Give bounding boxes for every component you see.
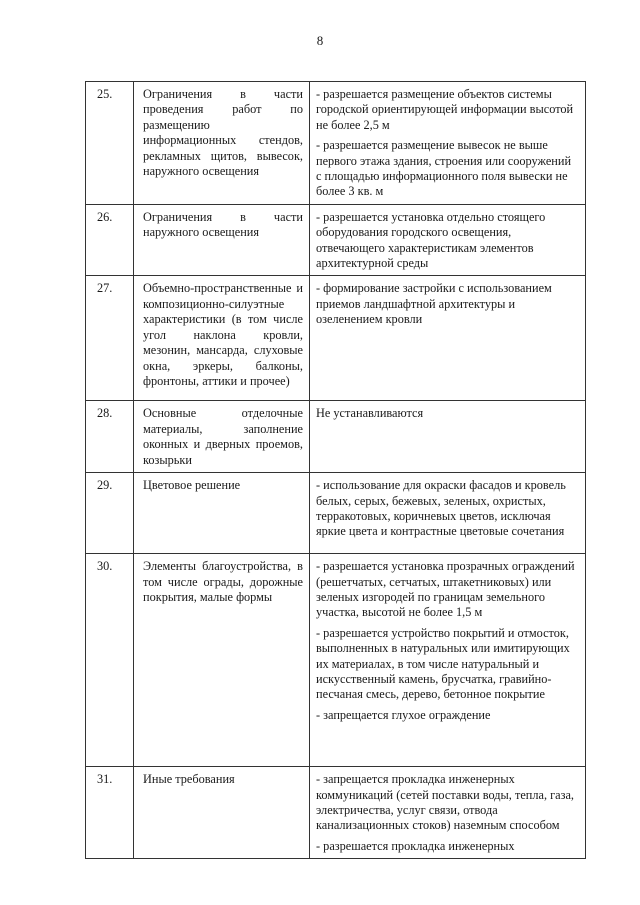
requirement-text: - разрешается устройство покрытий и отмосток, выполненных в натуральных или имитирующих их материалах, в том числе натуральный и искусственный камень, брусчатка, гравийно-песчаная смесь, дерево, бетонное покрытие <box>316 625 570 702</box>
row-parameter: Основные отделочные материалы, заполнение оконных и дверных проемов, козырьки <box>134 401 310 473</box>
row-requirements <box>310 82 586 205</box>
row-number: 27. <box>86 276 134 401</box>
row-requirements <box>310 204 586 276</box>
row-requirements <box>310 767 586 859</box>
row-parameter: Ограничения в части наружного освещения <box>134 204 310 276</box>
row-number: 30. <box>86 554 134 767</box>
row-requirements <box>310 473 586 554</box>
requirement-text: - формирование застройки с использованием приемов ландшафтной архитектуры и озеленением кровли <box>316 281 552 327</box>
row-number: 31. <box>86 767 134 859</box>
requirement-text: - разрешается размещение объектов системы городской ориентирующей информации высотой не более 2,5 м <box>316 87 574 132</box>
page-number: 8 <box>316 33 324 48</box>
row-parameter: Иные требования <box>134 767 310 859</box>
requirement-text: - разрешается установка отдельно стоящего оборудования городского освещения, отвечающего характеристикам элементов архитектурной среды <box>316 209 546 271</box>
requirement-text: - использование для окраски фасадов и кровель белых, серых, бежевых, зеленых, охристых, терракотовых, коричневых цветов, исключая яркие цвета и контрастные цветовые сочетания <box>316 478 566 539</box>
row-number: 29. <box>86 473 134 554</box>
row-number: 26. <box>86 204 134 276</box>
table-row <box>86 82 586 205</box>
row-requirements <box>310 554 586 767</box>
row-number: 25. <box>86 82 134 205</box>
table-row <box>86 204 586 276</box>
row-parameter: Ограничения в части проведения работ по размещению информационных стендов, рекламных щитов, вывесок, наружного освещения <box>134 82 310 205</box>
requirement-text: - запрещается прокладка инженерных коммуникаций (сетей поставки воды, тепла, газа, электричества, услуг связи, отвода канализационных стоков) наземным способом <box>316 772 574 833</box>
regulations-table <box>85 81 586 859</box>
requirement-text: Не устанавливаются <box>316 406 424 421</box>
table-row <box>86 554 586 767</box>
row-parameter: Элементы благоустройства, в том числе ограды, дорожные покрытия, малые формы <box>134 554 310 767</box>
requirement-text: - разрешается установка прозрачных ограждений (решетчатых, сетчатых, штакетниковых) или зеленых изгородей по границам земельного участка, высотой не более 1,5 м <box>316 559 575 620</box>
row-requirements <box>310 401 586 473</box>
table-row <box>86 401 586 473</box>
row-requirements <box>310 276 586 401</box>
row-parameter: Цветовое решение <box>134 473 310 554</box>
requirement-text: - разрешается размещение вывесок не выше первого этажа здания, строения или сооружений с площадью информационного поля вывески не более 3 кв. м <box>316 138 572 199</box>
row-parameter: Объемно-пространственные и композиционно-силуэтные характеристики (в том числе угол наклона кровли, мезонин, мансарда, слуховые окна, эркеры, балконы, фронтоны, аттики и прочее) <box>134 276 310 401</box>
requirement-text: - разрешается прокладка инженерных <box>316 838 515 853</box>
row-number: 28. <box>86 401 134 473</box>
requirement-text: - запрещается глухое ограждение <box>316 707 491 722</box>
table-row <box>86 276 586 401</box>
table-row <box>86 767 586 859</box>
table-row <box>86 473 586 554</box>
